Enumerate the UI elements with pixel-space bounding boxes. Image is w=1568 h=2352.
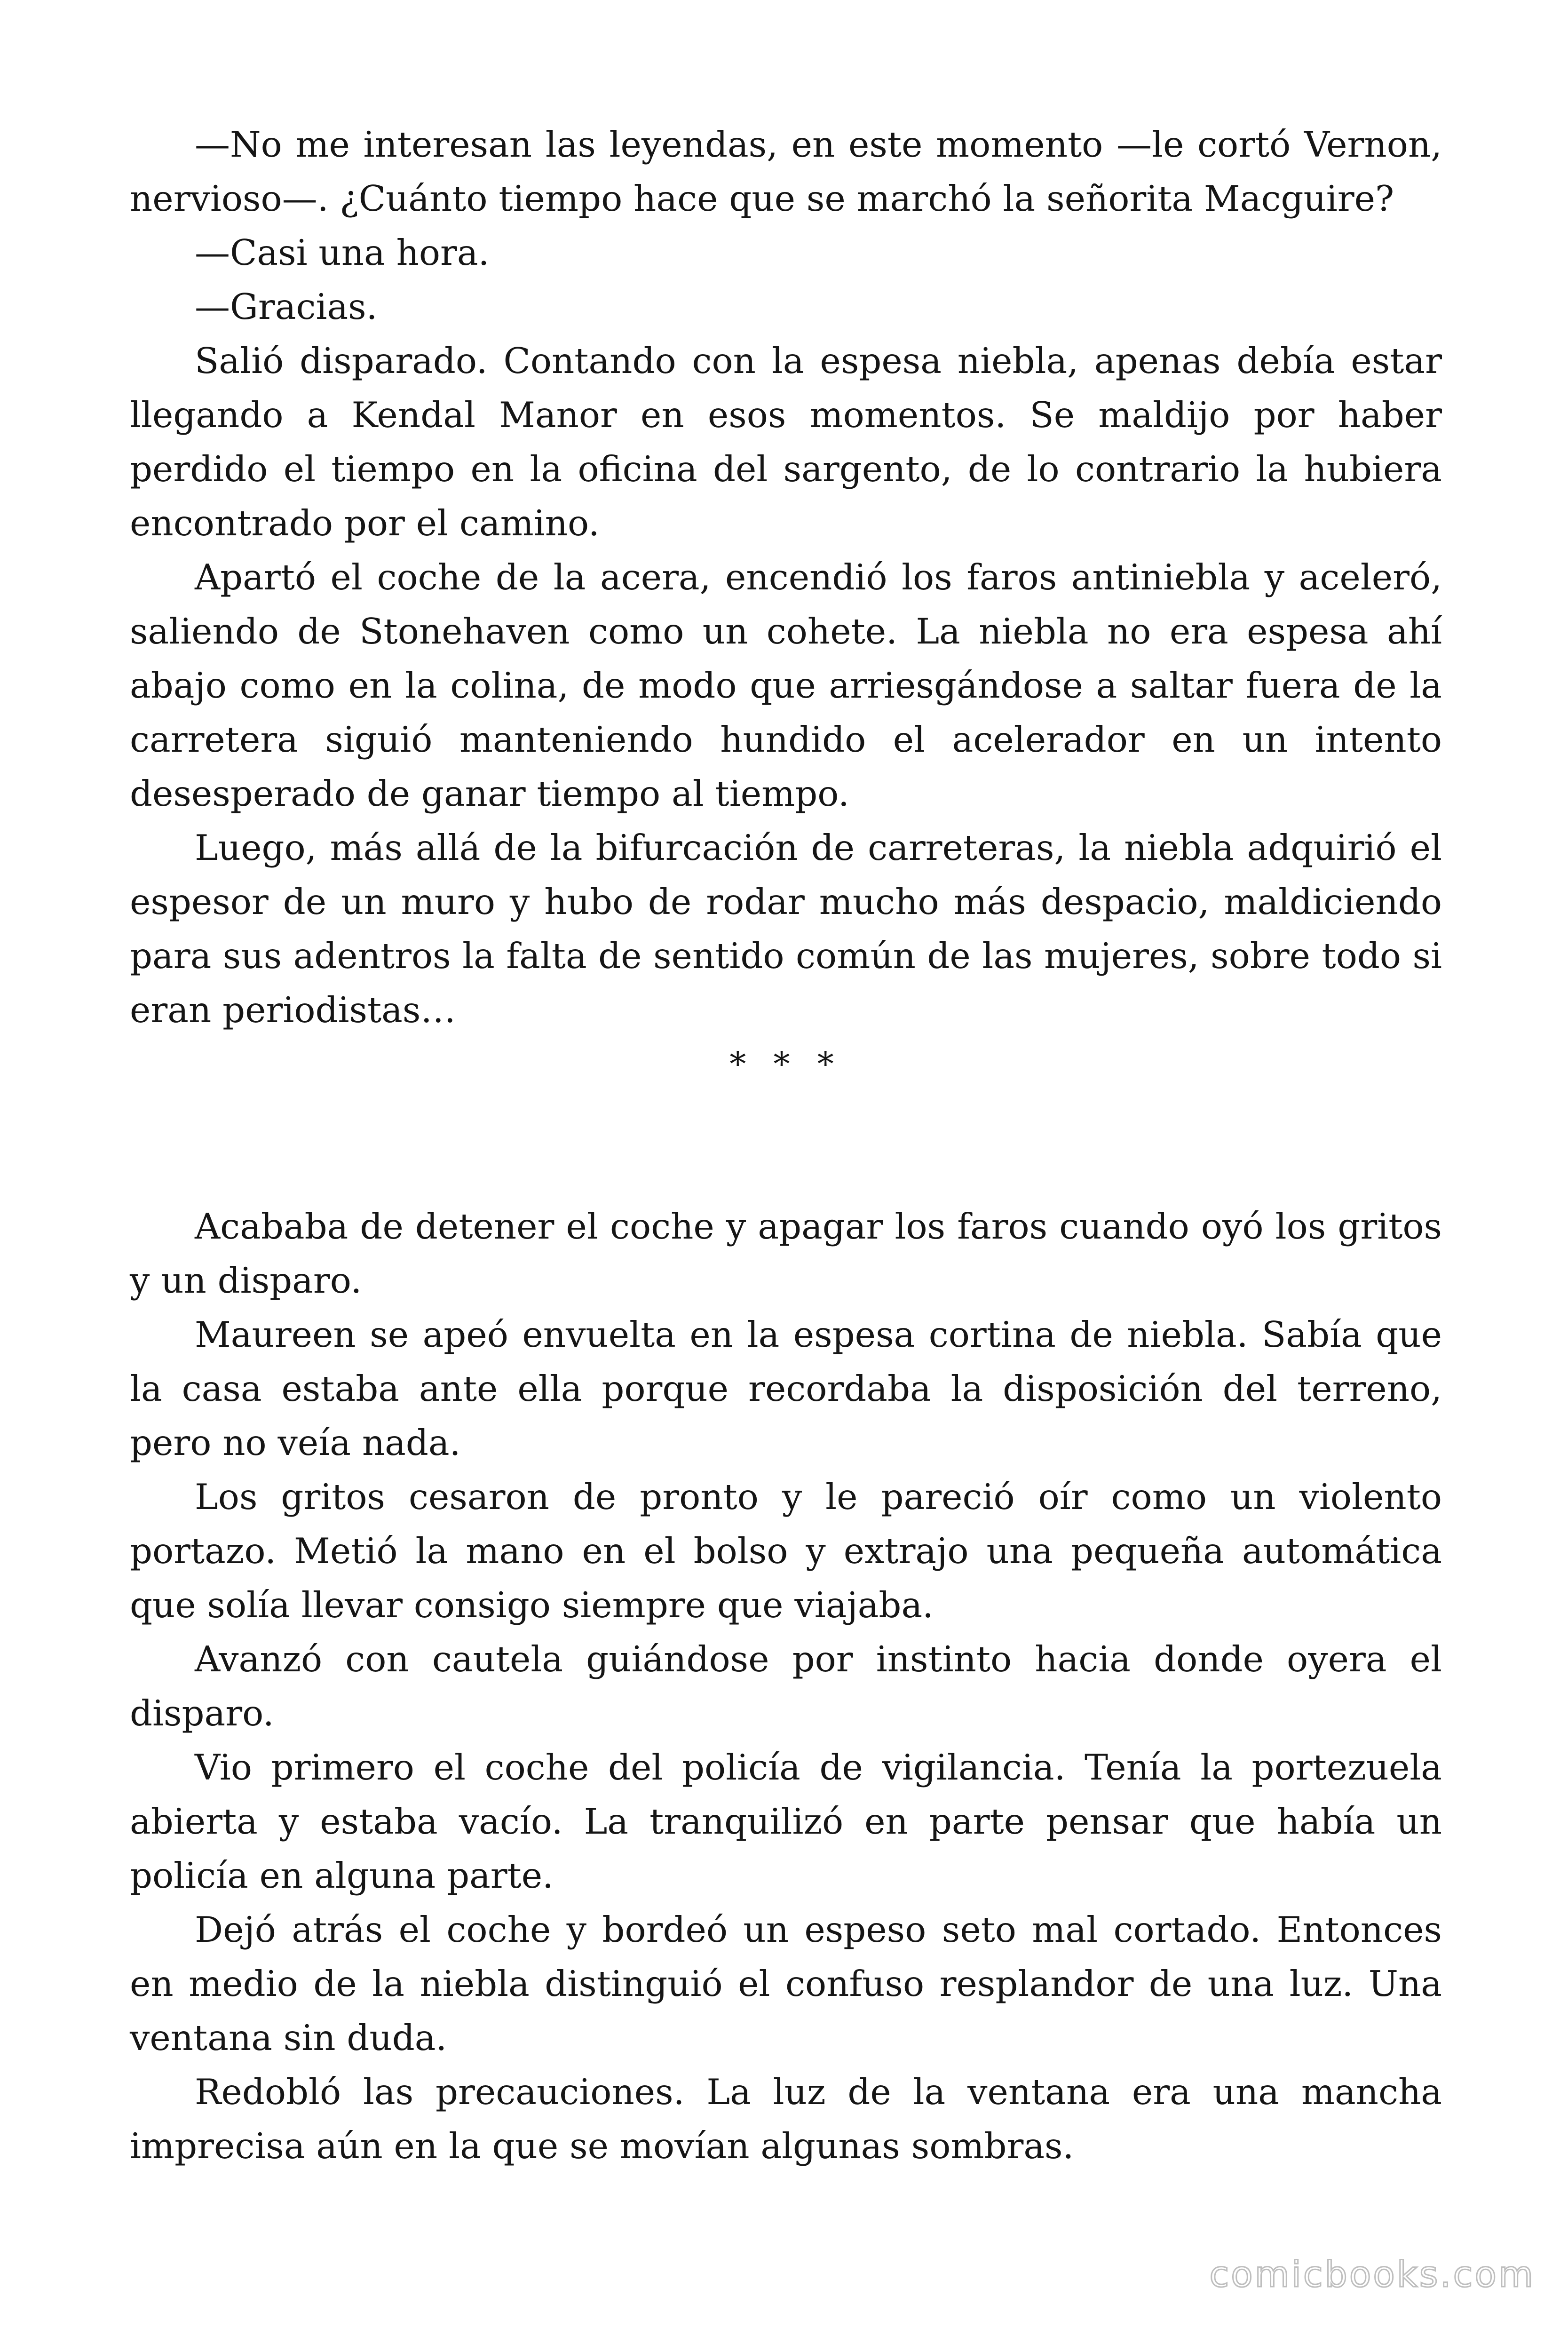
paragraph: Dejó atrás el coche y bordeó un espeso seto mal cortado. Entonces en medio de la niebla distinguió el confuso resplandor de una luz. Una ventana sin duda.	[130, 1909, 1442, 2058]
paragraph: Apartó el coche de la acera, encendió los faros antiniebla y aceleró, saliendo de Stonehaven como un cohete. La niebla no era espesa ahí abajo como en la colina, de modo que arriesgándose a saltar fuera de la carretera siguió manteniendo hundido el acelerador en un intento desesperado de ganar tiempo al tiempo.	[130, 556, 1442, 814]
book-page	[130, 118, 1442, 2173]
paragraph: —Gracias.	[195, 286, 378, 327]
paragraph: Avanzó con cautela guiándose por instinto hacia donde oyera el disparo.	[130, 1638, 1442, 1734]
section-break	[130, 1037, 1442, 1200]
paragraph: Los gritos cesaron de pronto y le pareció oír como un violento portazo. Metió la mano en el bolso y extrajo una pequeña automática que solía llevar consigo siempre que viajaba.	[130, 1476, 1442, 1626]
paragraph: Maureen se apeó envuelta en la espesa cortina de niebla. Sabía que la casa estaba ante ella porque recordaba la disposición del terreno, pero no veía nada.	[130, 1314, 1442, 1463]
paragraph: Redobló las precauciones. La luz de la ventana era una mancha imprecisa aún en la que se movían algunas sombras.	[130, 2071, 1442, 2167]
paragraph: —No me interesan las leyendas, en este momento —le cortó Vernon, nervioso—. ¿Cuánto tiempo hace que se marchó la señorita Macguire?	[130, 124, 1442, 219]
watermark: comicbooks.com	[1209, 2253, 1535, 2295]
paragraph: Vio primero el coche del policía de vigilancia. Tenía la portezuela abierta y estaba vacío. La tranquilizó en parte pensar que había un policía en alguna parte.	[130, 1747, 1442, 1896]
paragraph: —Casi una hora.	[195, 232, 490, 273]
paragraph: Salió disparado. Contando con la espesa niebla, apenas debía estar llegando a Kendal Manor en esos momentos. Se maldijo por haber perdido el tiempo en la oficina del sargento, de lo contrario la hubiera encontrado por el camino.	[130, 340, 1442, 544]
paragraph: Luego, más allá de la bifurcación de carreteras, la niebla adquirió el espesor de un muro y hubo de rodar mucho más despacio, maldiciendo para sus adentros la falta de sentido común de las mujeres, sobre todo si eran periodistas…	[130, 827, 1442, 1031]
paragraph: Acababa de detener el coche y apagar los faros cuando oyó los gritos y un disparo.	[130, 1206, 1442, 1301]
section-break-stars: * * *	[729, 1045, 842, 1083]
